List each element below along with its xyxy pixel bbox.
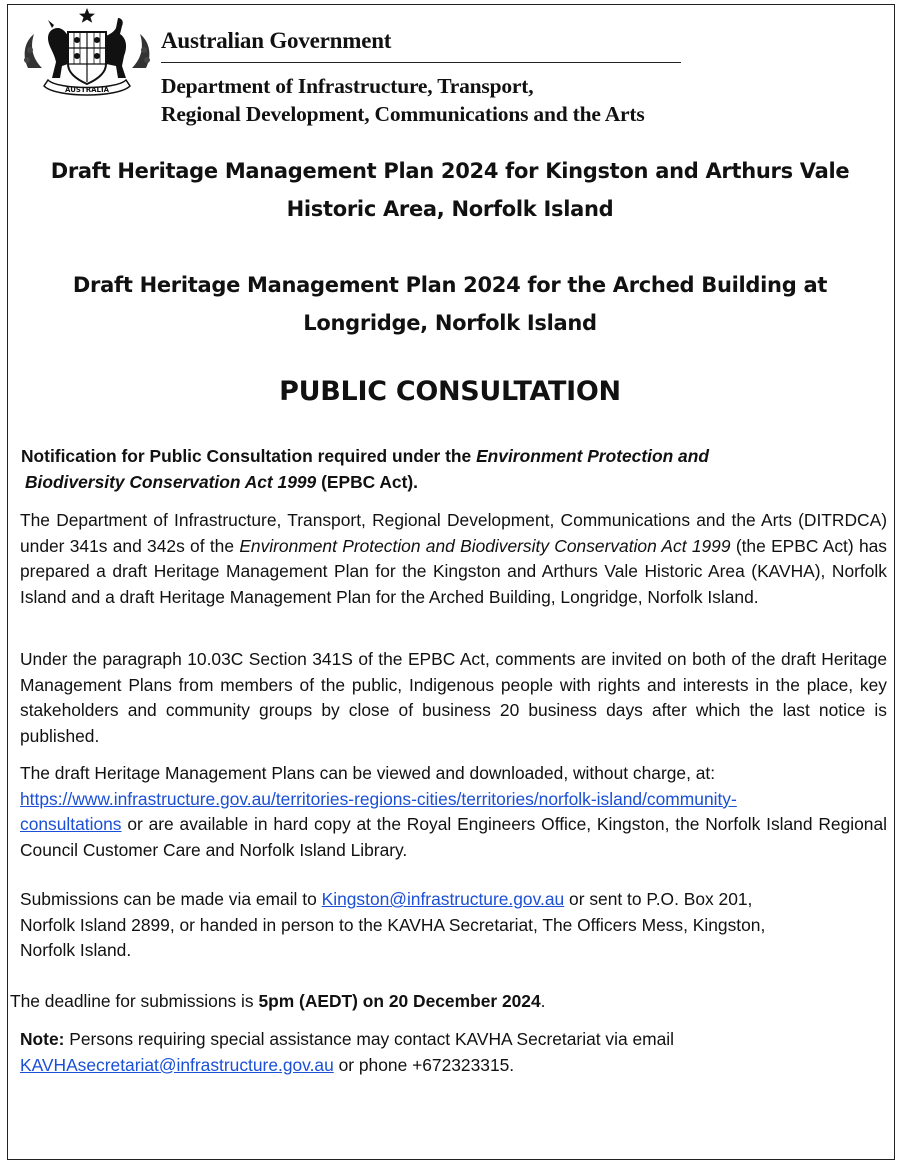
plan2-title-line-2: Longridge, Norfolk Island	[303, 311, 597, 335]
government-header	[18, 6, 698, 126]
commonwealth-coat-of-arms-icon	[18, 6, 156, 100]
plan1-title-line-2: Historic Area, Norfolk Island	[286, 197, 614, 221]
notification-act-part1: Environment Protection and	[476, 446, 709, 466]
para1-text-b: (the EPBC Act) has prepared a draft Heritage Management Plan for the Kingston and Arthurs Vale Historic Area (KAVHA), Norfolk Island and a draft Heritage Management Plan for the Arched Building, Longridge, Norfolk Island.	[20, 535, 887, 607]
crest-motto: AUSTRALIA	[65, 86, 109, 94]
para1-text-a: The Department of Infrastructure, Transport, Regional Development, Communications and the Arts (DITRDCA) under 341s and 342s of the	[20, 510, 887, 556]
kingston-email-link[interactable]: Kingston@infrastructure.gov.au	[321, 889, 565, 909]
department-line-1: Department of Infrastructure, Transport,	[161, 74, 534, 98]
paragraph-view-download	[20, 761, 887, 863]
plan2-title	[0, 266, 900, 342]
para4-line2: Norfolk Island 2899, or handed in person to the KAVHA Secretariat, The Officers Mess, Kingston,	[20, 914, 766, 935]
note-text-b: or phone +672323315.	[338, 1054, 515, 1075]
government-name: Australian Government	[161, 28, 392, 53]
paragraph-submissions	[20, 887, 887, 964]
notification-act-abbrev: (EPBC Act).	[321, 471, 419, 492]
note-text-a: Persons requiring special assistance may contact KAVHA Secretariat via email	[69, 1029, 675, 1049]
notification-paragraph	[21, 444, 870, 495]
para3-text-b: or are available in hard copy at the Royal Engineers Office, Kingston, the Norfolk Island Regional Council Customer Care and Norfolk Island Library.	[20, 814, 887, 860]
para1-act-italic: Environment Protection and Biodiversity Conservation Act 1999	[239, 535, 731, 556]
plan2-title-line-1: Draft Heritage Management Plan 2024 for the Arched Building at	[72, 273, 828, 297]
secretariat-email-link[interactable]: KAVHAsecretariat@infrastructure.gov.au	[20, 1054, 334, 1075]
deadline-date: 5pm (AEDT) on 20 December 2024	[258, 991, 541, 1011]
plan1-title-line-1: Draft Heritage Management Plan 2024 for Kingston and Arthurs Vale	[50, 159, 850, 183]
notification-lead: Notification for Public Consultation required under the	[21, 446, 472, 466]
paragraph-comments-invited: Under the paragraph 10.03C Section 341S of the EPBC Act, comments are invited on both of the draft Heritage Management Plans from members of the public, Indigenous people with rights and interests in the place, key stakeholders and community groups by close of business 20 business days after which the last notice is published.	[20, 649, 887, 746]
note-label: Note:	[20, 1029, 65, 1049]
paragraph-department-prepared	[20, 508, 887, 610]
para4-line3: Norfolk Island.	[20, 940, 132, 961]
deadline-text-a: The deadline for submissions is	[10, 991, 254, 1011]
header-rule	[161, 62, 681, 63]
para4-line1-a: Submissions can be made via email to	[20, 889, 317, 909]
para4-line1-b: or sent to P.O. Box 201,	[569, 889, 753, 909]
public-consultation-heading: PUBLIC CONSULTATION	[279, 376, 621, 407]
consultation-url-link[interactable]: https://www.infrastructure.gov.au/territories-regions-cities/territories/norfolk-island/community- consultations	[20, 788, 737, 835]
department-name	[161, 72, 645, 128]
department-line-2: Regional Development, Communications and the Arts	[161, 102, 645, 126]
notification-act-part2: Biodiversity Conservation Act 1999	[25, 471, 317, 492]
paragraph-deadline	[10, 989, 877, 1015]
paragraph-note	[20, 1027, 887, 1078]
para3-text-a: The draft Heritage Management Plans can be viewed and downloaded, without charge, at:	[20, 763, 716, 783]
plan1-title	[0, 152, 900, 228]
deadline-text-b: .	[540, 991, 546, 1011]
